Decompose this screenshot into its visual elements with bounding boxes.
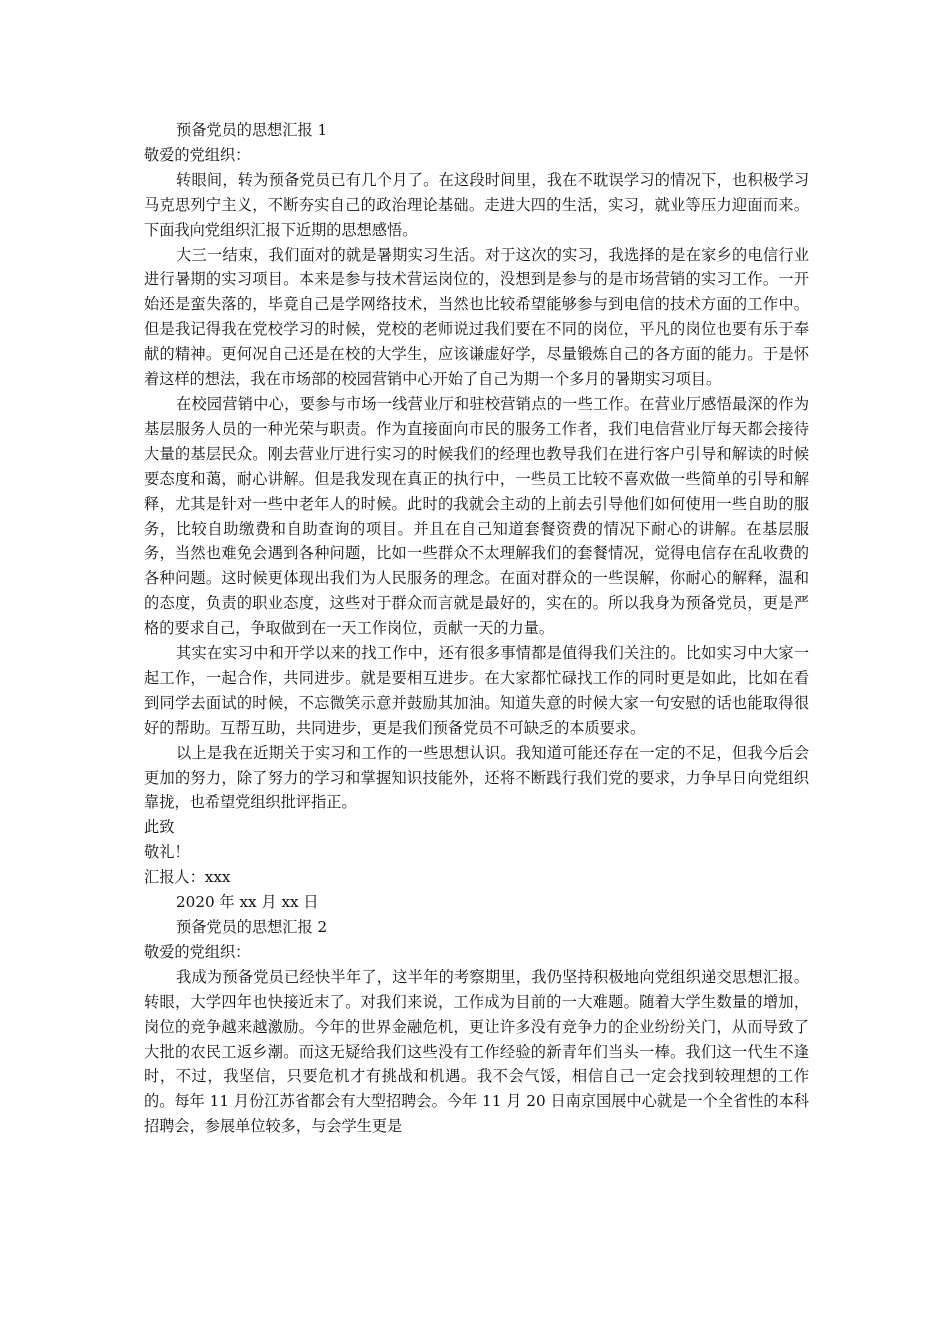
report-2-salutation: 敬爱的党组织： xyxy=(144,942,251,961)
report-1-salutation: 敬爱的党组织： xyxy=(144,145,251,164)
report-1-paragraph-1: 转眼间，转为预备党员已有几个月了。在这段时间里，我在不耽误学习的情况下，也积极学习马克思列宁主义，不断夯实自己的政治理论基础。走进大四的生活，实习，就业等压力迎面而来。下面我向党组织汇报下近期的思想感悟。 xyxy=(144,170,809,239)
report-1-paragraph-4: 其实在实习中和开学以来的找工作中，还有很多事情都是值得我们关注的。比如实习中大家一起工作，一起合作，共同进步。就是要相互进步。在大家都忙碌找工作的同时更是如此，比如在看到同学去面试的时候，不忘微笑示意并鼓励其加油。知道失意的时候大家一句安慰的话也能取得很好的帮助。互帮互助，共同进步，更是我们预备党员不可缺乏的本质要求。 xyxy=(144,644,809,737)
report-1-date: 2020 年 xx 月 xx 日 xyxy=(176,893,319,912)
report-1-title: 预备党员的思想汇报 1 xyxy=(176,121,328,139)
report-1-paragraph-2: 大三一结束，我们面对的就是暑期实习生活。对于这次的实习，我选择的是在家乡的电信行业进行暑期的实习项目。本来是参与技术营运岗位的，没想到是参与的是市场营销的实习工作。一开始还是蛮失落的，毕竟自己是学网络技术，当然也比较希望能够参与到电信的技术方面的工作中。但是我记得我在党校学习的时候，党校的老师说过我们要在不同的岗位，平凡的岗位也要有乐于奉献的精神。更何况自己还是在校的大学生，应该谦虚好学，尽量锻炼自己的各方面的能力。于是怀着这样的想法，我在市场部的校园营销中心开始了自己为期一个多月的暑期实习项目。 xyxy=(144,245,809,389)
report-1-closing-1: 此致 xyxy=(144,818,175,837)
report-1-paragraph-5: 以上是我在近期关于实习和工作的一些思想认识。我知道可能还存在一定的不足，但我今后会更加的努力，除了努力的学习和掌握知识技能外，还将不断践行我们党的要求，力争早日向党组织靠拢，也希望党组织批评指正。 xyxy=(144,743,809,812)
report-1-reporter: 汇报人：xxx xyxy=(144,868,231,887)
report-2-title: 预备党员的思想汇报 2 xyxy=(176,918,328,936)
document-page xyxy=(144,118,809,1139)
report-2-paragraph-1: 我成为预备党员已经快半年了，这半年的考察期里，我仍坚持积极地向党组织递交思想汇报。转眼，大学四年也快接近末了。对我们来说，工作成为目前的一大难题。随着大学生数量的增加，岗位的竞争越来越激励。今年的世界金融危机，更让许多没有竞争力的企业纷纷关门，从而导致了大批的农民工返乡潮。而这无疑给我们这些没有工作经验的新青年们当头一棒。我们这一代生不逢时，不过，我坚信，只要危机才有挑战和机遇。我不会气馁，相信自己一定会找到较理想的工作的。每年 11 月份江苏省都会有大型招聘会。今年 11 月 20 日南京国展中心就是一个全省性的本科招聘会，参展单位较多，与会学生更是 xyxy=(144,967,809,1136)
report-1-paragraph-3: 在校园营销中心，要参与市场一线营业厅和驻校营销点的一些工作。在营业厅感悟最深的作为基层服务人员的一种光荣与职责。作为直接面向市民的服务工作者，我们电信营业厅每天都会接待大量的基层民众。刚去营业厅进行实习的时候我们的经理也教导我们在进行客户引导和解读的时候要态度和蔼，耐心讲解。但是我发现在真正的执行中，一些员工比较不喜欢做一些简单的引导和解释，尤其是针对一些中老年人的时候。此时的我就会主动的上前去引导他们如何使用一些自助的服务，比较自助缴费和自助查询的项目。并且在自己知道套餐资费的情况下耐心的讲解。在基层服务，当然也难免会遇到各种问题，比如一些群众不太理解我们的套餐情况，觉得电信存在乱收费的各种问题。这时候更体现出我们为人民服务的理念。在面对群众的一些误解，你耐心的解释，温和的态度，负责的职业态度，这些对于群众而言就是最好的，实在的。所以我身为预备党员，更是严格的要求自己，争取做到在一天工作岗位，贡献一天的力量。 xyxy=(144,394,809,638)
report-1-closing-2: 敬礼！ xyxy=(144,843,190,862)
